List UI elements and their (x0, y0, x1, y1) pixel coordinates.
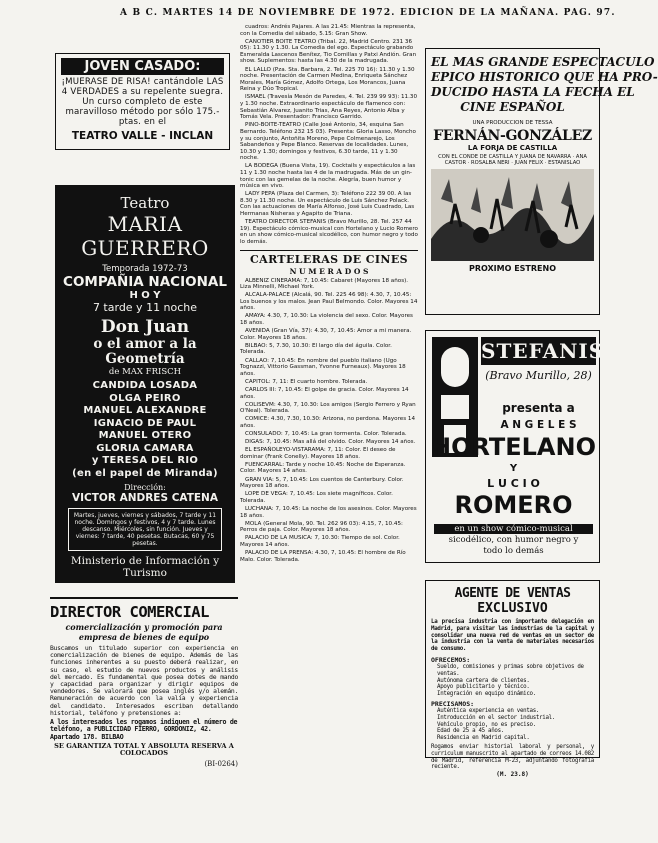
agente-title-1: AGENTE DE VENTAS (454, 586, 571, 601)
ad-stefanis (425, 330, 605, 563)
maria-season: Temporada 1972-73 (102, 264, 188, 274)
agente-intro: La precisa industria con importante delegación en Madrid, para visitar las industrias de la capital y consolidar una nueva red de ventas en un sector de la industria con la venta de materiales necesarios de consumo. (431, 619, 594, 653)
maria-cast-member: IGNACIO DE PAUL (93, 417, 197, 429)
epico-line-4: CINE ESPAÑOL (460, 100, 565, 114)
cinema-entry: GRAN VIA: 5, 7, 10.45: Los cuentos de Canterbury. Color. Mayores 18 años. (240, 476, 404, 490)
ad-director-comercial (50, 597, 238, 773)
agente-offer-item: Integración en equipo dinámico. (437, 691, 536, 698)
agente-need-item: Edad de 25 a 45 años. (437, 728, 504, 735)
cinema-entry: DIGAS: 7, 10.45: Mas allá del olvido. Color. Mayores 14 años. (245, 439, 416, 446)
maria-cast-list (62, 380, 228, 480)
maria-ministry: Ministerio de Información y Turismo (70, 555, 220, 579)
cinema-entry: COMICE: 4.30, 7.30, 10.30: Arizona, no perdona. Mayores 14 años. (240, 416, 416, 429)
cinema-entry: PALACIO DE LA MUSICA: 7, 10.30: Tiempo de sol. Color. Mayores 14 años. (240, 535, 400, 548)
epico-line-3: DUCIDO HASTA LA FECHA EL (431, 85, 635, 99)
listings-column (240, 24, 418, 814)
stefanis-show-line-3: todo lo demás (483, 546, 544, 556)
cinema-entry: EL ESPAÑOLEYO-VISTARAMA: 7, 11: Color. El deseo de dominar (Frank Conelly). Mayores 18 años. (240, 447, 396, 460)
stefanis-romero: ROMERO (454, 491, 573, 519)
stefanis-y: Y (509, 463, 518, 474)
agente-offer-item: Sueldo, comisiones y primas sobre objetivos de ventas. (437, 663, 584, 677)
maria-hoy: H O Y (129, 290, 161, 301)
carteleras-title: CARTELERAS DE CINES (240, 250, 418, 266)
maria-cast-member: CANDIDA LOSADA (92, 380, 198, 391)
epico-footer: PROXIMO ESTRENO (468, 264, 557, 274)
listing-entry: CANOTIER BOITE TEATRO (Tribal. 22, Madrid Centro. 231 36 05): 11.30 y 1.30. La Comedia del ego. Espectáculo grabando Esmeralda Lascenos Benítez, Tio Comillas y Patxi Andión. Gran show. Suplementos: hasta las 4.30 de la madrugada. (240, 38, 417, 65)
maria-theater-name: MARIA GUERRERO (81, 212, 209, 260)
stefanis-show-line-1: en un show cómico-musical (434, 524, 593, 534)
agente-need-item: Vehículo propio, no es preciso. (437, 721, 536, 728)
maria-play-title: Don Juan (100, 317, 190, 337)
cinema-entry: ALBENIZ CINERAMA: 7, 10.45: Cabaret (Mayores 18 años). Liza Minnelli, Michael York. (240, 277, 409, 291)
listing-entry: PINO-BOITE-TEATRO (Calle José Antonio, 34, esquina San Bernardo. Teléfono 232 15 03). Presenta: Gloria Lasso, Moncho y su conjunto, Antoñita Moreno, Pepe Colmenarejo, Los Sabandeños y Pepe Blanco. Reservas de localidades. Lunes, 10.30 y 1.30; domingos y festivos, 6.30 tarde, 11 y 1.30 noche. (240, 122, 416, 162)
cinema-entry: AVENIDA (Gran Vía, 37): 4.30, 7, 10.45: Amor a mi manera. Color. Mayores 18 años. (240, 328, 412, 341)
ad-joven-body: ¡MUERASE DE RISA! cantándole LAS 4 VERDADES a su repelente suegra. Un curso completo de este maravilloso método por sólo 175.- ptas. en el (61, 77, 224, 127)
maria-cast-member: MANUEL ALEXANDRE (83, 405, 207, 416)
maria-cast-member: GLORIA CAMARA (96, 442, 194, 454)
maria-teatro-label: Teatro (120, 194, 170, 212)
listings-top (240, 24, 418, 246)
epico-film-subtitle: LA FORJA DE CASTILLA (467, 144, 558, 152)
agente-offer-item: Autónoma cartera de clientes. (437, 677, 530, 684)
ad-joven-theater: TEATRO VALLE - INCLAN (71, 130, 214, 142)
ad-maria-guerrero (55, 185, 235, 583)
director-subtitle: comercialización y promoción para empresa de bienes de equipo (65, 622, 223, 642)
ad-joven-casado (55, 53, 230, 150)
maria-cast-member: OLGA PEIRO (109, 392, 181, 404)
stefanis-address: (Bravo Murillo, 28) (485, 369, 592, 382)
stefanis-show-line-2: sicodélico, con humor negro y (448, 535, 579, 545)
stefanis-angeles: A N G E L E S (500, 419, 577, 431)
cinema-entry: CALLAO: 7, 10.45: En nombre del pueblo italiano (Ugo Tognazzi, Vittorio Gassman, Yvonne Furneaux). Mayores 18 años. (240, 357, 406, 377)
director-guarantee: SE GARANTIZA TOTAL Y ABSOLUTA RESERVA A COLOCADOS (54, 741, 234, 758)
listing-entry: EL LALLO (Pza. Sta. Barbara, 2. Tel. 225 70 16): 11.30 y 1.30 noche. Presentación de Carmen Medina, Enriqueta Sánchez Morales, María Gómez, Adolfo Ortega, Los Morancos, Juana Reina y Dúo Tropical. (240, 66, 415, 93)
stefanis-hortelano: HORTELANO (430, 433, 596, 461)
director-body: Buscamos un titulado superior con experiencia en comercialización de bienes de equipo. Además de las funciones inherentes a su puesto deberá realizar, en su caso, el estudio de nuevos productos y análisis del mercado. Es fundamental que posea dotes de mando y capacidad para organizar y dirigir equipos de vendedores. Se valorará que posea inglés y/o alemán. Remuneración de acuerdo con la valía y experiencia del candidato. Interesados escriban detallando historial, teléfono y pretensiones a: (50, 644, 238, 717)
cinema-entry: COLISEVM: 4.30, 7, 10.30: Los amigos (Sergio Ferrero y Ryan O'Neal). Tolerada. (240, 401, 416, 415)
maria-times: 7 tarde y 11 noche (92, 301, 198, 314)
maria-play-subtitle: o el amor a la Geometría (93, 336, 197, 367)
cinema-entry: PALACIO DE LA PRENSA: 4.30, 7, 10.45: El hombre de Río Malo. Color. Tolerada. (240, 549, 406, 563)
ad-joven-title: JOVEN CASADO: (61, 58, 224, 75)
cinema-entry: CONSULADO: 7, 10.45: La gran tormenta. Color. Tolerada. (245, 430, 407, 437)
listing-entry: cuadros: Andrés Pajares. A las 21.45: Mientras la representa, con la Comedia del sábado, 5.15: Gran Show. (240, 24, 416, 37)
cinema-list (240, 278, 418, 564)
listing-entry: LA BODEGA (Buena Vista, 19). Cocktails y espectáculos a las 11 y 1.30 noche hasta las 4 de la madrugada. Más de un gin-tonic con las gemelas de la noche. Alegría, buen humor y música en vivo. (240, 163, 416, 190)
stefanis-name: STEFANIS (481, 339, 605, 363)
numerados-heading: N U M E R A D O S (289, 266, 369, 276)
agente-offer-item: Apoyo publicitario y técnico. (437, 684, 530, 691)
epico-credit: UNA PRODUCCION DE TESSA (472, 120, 553, 126)
cinema-entry: CAPITOL: 7, 11: El cuarto hombre. Tolerada. (245, 378, 368, 385)
ad-agente-ventas (425, 580, 600, 779)
maria-cast-member: (en el papel de Miranda) (72, 467, 218, 479)
cinema-entry: BILBAO: 5, 7.30, 10.30: El largo día del águila. Color. Tolerada. (240, 342, 392, 356)
agente-need-item: Introducción en el sector industrial. (437, 714, 556, 721)
cinema-entry: MOLA (General Mola, 90. Tel. 262 96 03): 4.15, 7, 10.45: Perros de paja. Color. Mayores 18 años. (240, 520, 403, 534)
listing-entry: ISMAEL (Travesía Mesón de Paredes, 4. Tel. 239 99 93): 11.30 y 1.30 noche. Extraordinario espectáculo de flamenco con: Sebastián Alvarez, Juanito Trias, Ana Reyes, Antonio Alba y Tomás Vela. Presentador: Francisco Garrido. (240, 94, 417, 121)
agente-ofrecemos-heading: OFRECEMOS: (431, 655, 471, 664)
page-header: A B C. MARTES 14 DE NOVIEMBRE DE 1972. EDICION DE LA MAÑANA. PAG. 97. (120, 8, 616, 18)
cinema-entry: FUENCARRAL: Tarde y noche 10.45: Noche de Esperanza. Color. Mayores 14 años. (240, 461, 406, 475)
agente-offers-list (431, 664, 594, 698)
listing-entry: TEATRO DIRECTOR STEFANIS (Bravo Murillo, 28. Tel. 257 44 19). Espectáculo cómico-musical con Hortelano y Lucio Romero en un show cómico-musical sicodélico, con humor negro y todo lo demás. (240, 219, 418, 245)
maria-author: de MAX FRISCH (108, 367, 182, 377)
agente-footer: Rogamos enviar historial laboral y personal, y curriculum manuscrito al apartado de correos 14.082 de Madrid, referencia M-23, adjuntando fotografía reciente. (431, 743, 594, 771)
director-address: A los interesados les rogamos indiquen el número de teléfono, a PUBLICIDAD FIERRO, GORDONIZ, 42. Apartado 178. BILBAO (50, 718, 238, 741)
maria-schedule: Martes, jueves, viernes y sábados, 7 tarde y 11 noche. Domingos y festivos, 4 y 7 tarde. Lunes descanso. Miércoles, sin función. Jueves y viernes: 7 tarde, 40 pesetas. Butacas, 60 y 75 pesetas. (68, 508, 222, 551)
agente-precisamos-heading: PRECISAMOS: (431, 699, 475, 708)
epico-cast: CON EL CONDE DE CASTILLA Y JUANA DE NAVARRA · ANA CASTOR · ROSALBA NERI · JUAN FELIX · ESTANISLAO (438, 154, 587, 167)
maria-company: COMPAÑIA NACIONAL (63, 274, 227, 290)
director-ref: (BI-0264) (204, 759, 238, 768)
agente-needs-list (431, 708, 594, 742)
epico-battle-illustration (431, 169, 594, 261)
agente-ref: (M. 23.8) (496, 771, 529, 779)
ad-epico-historico (425, 48, 658, 315)
cinema-entry: LOPE DE VEGA: 7, 10.45: Los siete magníficos. Color. Tolerada. (240, 491, 393, 504)
epico-line-2: EPICO HISTORICO QUE HA PRO- (431, 70, 658, 84)
cinema-entry: ALCALA-PALACE (Alcalá, 90. Tel. 225 46 98): 4.30, 7, 10.45: Los buenos y los malos. Jean Paul Belmondo. Color. Mayores 14 años. (240, 292, 418, 312)
maria-director-label: Dirección: (124, 483, 166, 492)
cinema-entry: CARLOS III: 7, 10.45: El golpe de gracia. Color. Mayores 14 años. (240, 386, 409, 400)
agente-need-item: Residencia en Madrid capital. (437, 735, 530, 742)
epico-film-title: FERNÁN-GONZÁLEZ (433, 128, 592, 144)
cinema-entry: AMAYA: 4.30, 7, 10.30: La violencia del sexo. Color. Mayores 18 años. (240, 313, 413, 327)
listing-entry: LADY PEPA (Plaza del Carmen, 3): Teléfono 222 39 00. A las 8.30 y 11.30 noche. Un espectáculo de Luis Sánchez Polack. Con las actuaciones de María Alfonso, José Luis Cuadrado, Las Hermanas Nisheras y Agapito de Triana. (240, 191, 415, 218)
cinema-entry: LUCHANA: 7, 10.45: La noche de los asesinos. Color. Mayores 18 años. (240, 505, 417, 519)
maria-cast-member: y TERESA DEL RIO (91, 455, 199, 466)
epico-line-1: EL MAS GRANDE ESPECTACULO (431, 55, 655, 69)
stefanis-lucio: L U C I O (487, 477, 540, 490)
maria-cast-member: MANUEL OTERO (98, 430, 192, 441)
director-title: DIRECTOR COMERCIAL (50, 603, 209, 621)
agente-need-item: Auténtica experiencia en ventas. (437, 707, 540, 714)
agente-title-2: EXCLUSIVO (477, 601, 548, 616)
maria-director: VICTOR ANDRES CATENA (72, 492, 218, 504)
stefanis-presenta: presenta a (502, 401, 575, 415)
